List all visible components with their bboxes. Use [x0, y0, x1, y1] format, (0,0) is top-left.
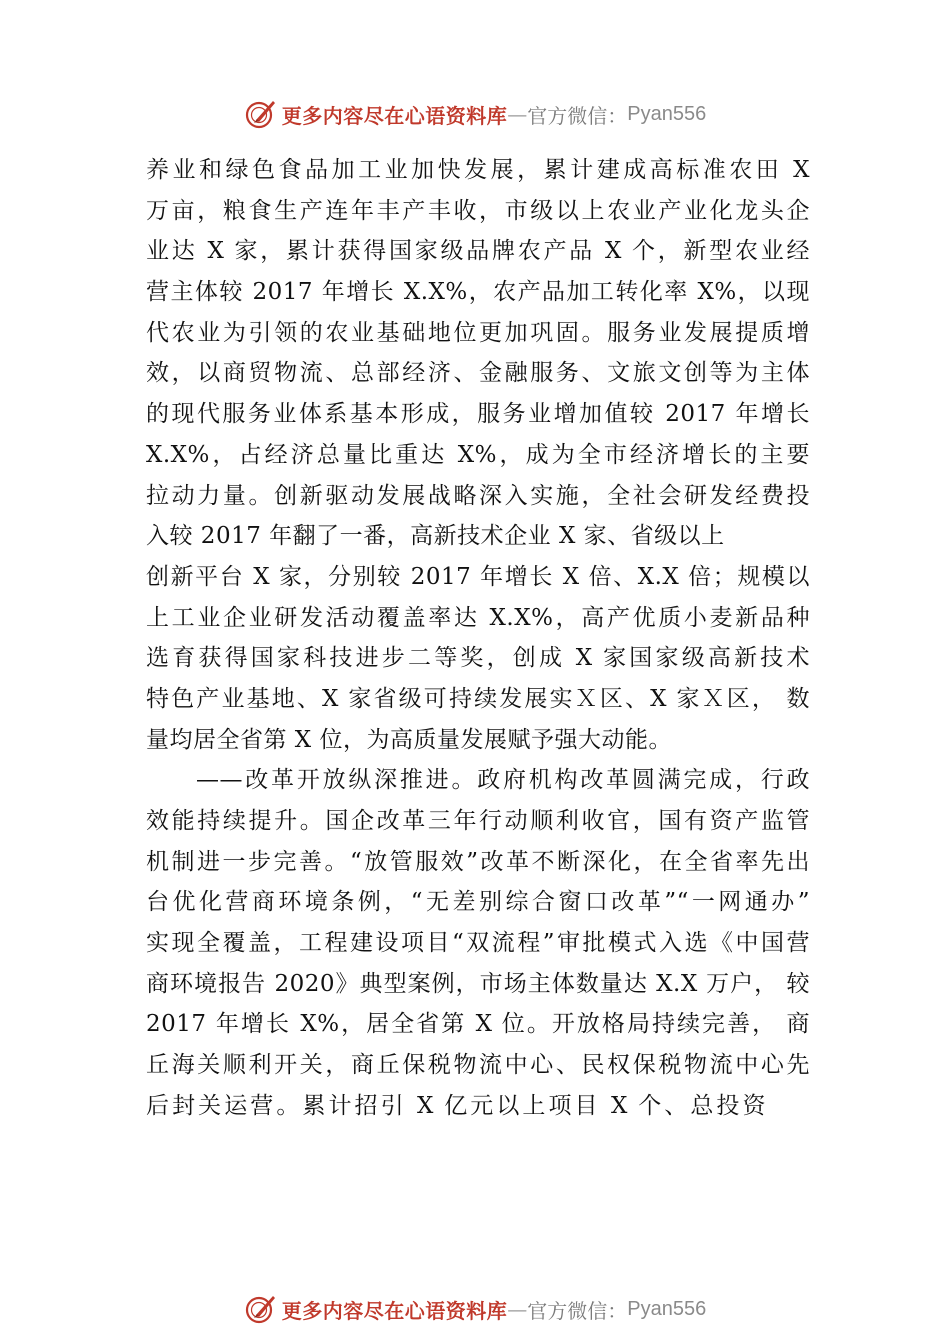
- body-line: 营主体较 2017 年增长 X.X%，农产品加工转化率 X%，以现: [146, 279, 810, 306]
- body-line: 商环境报告 2020》典型案例，市场主体数量达 X.X 万户， 较: [146, 970, 810, 997]
- body-line: 代农业为引领的农业基础地位更加巩固。服务业发展提质增: [146, 319, 810, 346]
- body-line: 实现全覆盖，工程建设项目“双流程”审批模式入选《中国营: [146, 930, 810, 957]
- quill-seal-icon: [244, 1292, 278, 1326]
- banner-brand-text: 更多内容尽在心语资料库: [281, 103, 508, 128]
- footer-banner: [0, 1289, 950, 1329]
- body-line: 入较 2017 年翻了一番，高新技术企业 X 家、省级以上: [146, 523, 725, 550]
- quill-seal-icon: [244, 97, 278, 131]
- body-line-section-start: ——改革开放纵深推进。政府机构改革圆满完成，行政: [196, 767, 810, 794]
- banner-wechat-id: Pyan556: [627, 102, 707, 125]
- body-line: 创新平台 X 家，分别较 2017 年增长 X 倍、X.X 倍；规模以: [146, 563, 810, 590]
- banner-brand-text: 更多内容尽在心语资料库: [281, 1298, 508, 1323]
- banner-dash: —: [507, 102, 528, 126]
- body-line: 机制进一步完善。“放管服效”改革不断深化，在全省率先出: [146, 848, 810, 875]
- banner-official-label: 官方微信：: [527, 103, 628, 128]
- banner-official-label: 官方微信：: [527, 1298, 628, 1323]
- body-line: 量均居全省第 X 位，为高质量发展赋予强大动能。: [146, 726, 672, 753]
- document-body: [146, 150, 810, 1127]
- body-line: 2017 年增长 X%，居全省第 X 位。开放格局持续完善， 商: [146, 1011, 810, 1038]
- body-line: 效，以商贸物流、总部经济、金融服务、文旅文创等为主体: [146, 360, 810, 387]
- body-line: 特色产业基地、X 家省级可持续发展实Ｘ区、X 家Ｘ区， 数: [146, 685, 810, 712]
- body-line: 拉动力量。创新驱动发展战略深入实施，全社会研发经费投: [146, 482, 810, 509]
- body-line: 丘海关顺利开关，商丘保税物流中心、民权保税物流中心先: [146, 1052, 810, 1079]
- banner-dash: —: [507, 1297, 528, 1321]
- body-line: 后封关运营。累计招引 X 亿元以上项目 X 个、总投资: [146, 1092, 766, 1119]
- body-line: 选育获得国家科技进步二等奖，创成 X 家国家级高新技术: [146, 645, 810, 672]
- body-line: 万亩，粮食生产连年丰产丰收，市级以上农业产业化龙头企: [146, 197, 810, 224]
- body-line: X.X%，占经济总量比重达 X%，成为全市经济增长的主要: [146, 441, 810, 468]
- body-line: 养业和绿色食品加工业加快发展，累计建成高标准农田 X: [146, 157, 810, 183]
- banner-wechat-id: Pyan556: [627, 1297, 707, 1320]
- body-line: 效能持续提升。国企改革三年行动顺利收官，国有资产监管: [146, 808, 810, 834]
- body-line: 的现代服务业体系基本形成，服务业增加值较 2017 年增长: [146, 401, 810, 428]
- body-line: 业达 X 家，累计获得国家级品牌农产品 X 个，新型农业经: [146, 238, 810, 265]
- header-banner: [0, 94, 950, 134]
- body-line: 台优化营商环境条例，“无差别综合窗口改革”“一网通办”: [146, 889, 810, 916]
- body-line: 上工业企业研发活动覆盖率达 X.X%，高产优质小麦新品种: [146, 604, 810, 631]
